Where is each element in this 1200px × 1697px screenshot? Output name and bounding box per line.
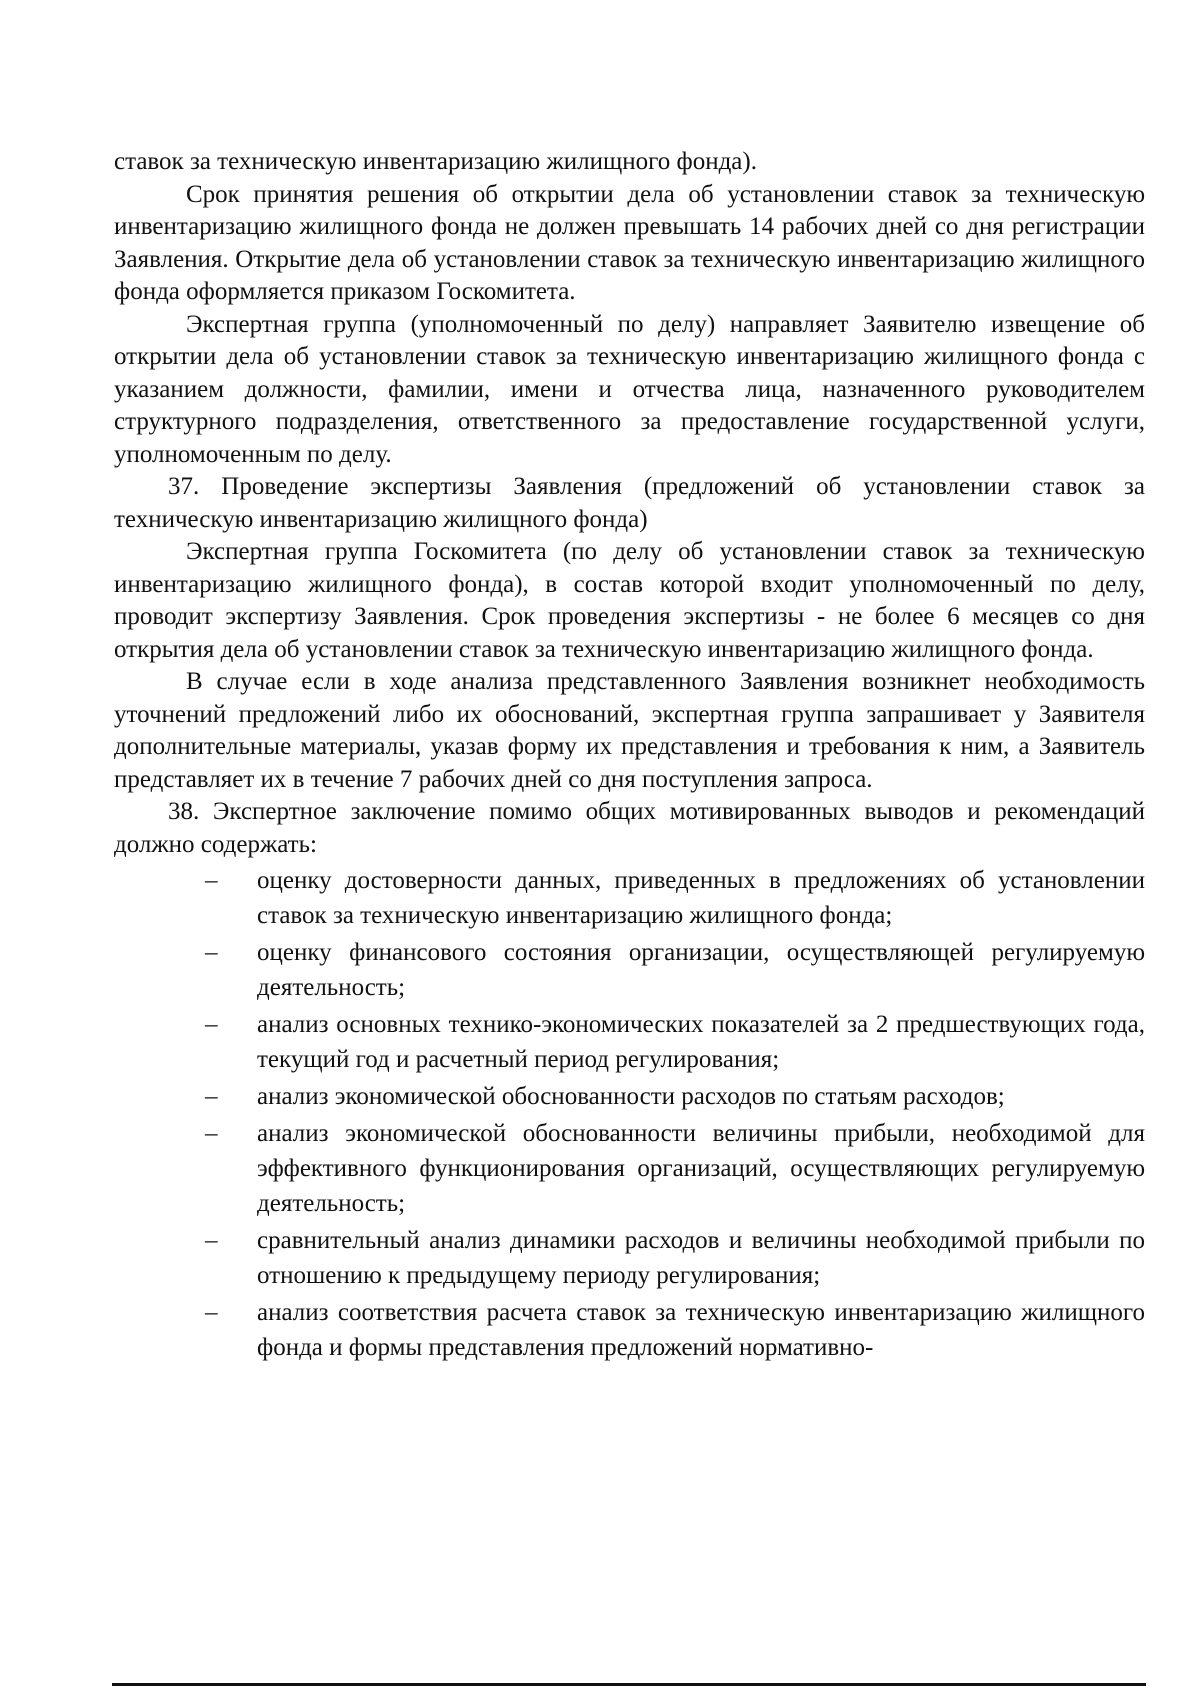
dash-bullet: – xyxy=(205,1083,218,1110)
list-item-text: анализ экономической обоснованности величины прибыли, необходимой для эффективного функционирования организаций, осуществляющих регулируемую деятельность; xyxy=(257,1120,1145,1217)
dash-bullet: – xyxy=(205,1120,218,1147)
list-item xyxy=(205,1079,1145,1114)
list-item-text: анализ основных технико-экономических показателей за 2 предшествующих года, текущий год и расчетный период регулирования; xyxy=(257,1011,1145,1073)
section-38-heading: 38. Экспертное заключение помимо общих мотивированных выводов и рекомендаций должно содержать: xyxy=(114,798,1145,858)
dash-bullet: – xyxy=(205,1299,218,1326)
paragraph-additional-materials: В случае если в ходе анализа представленного Заявления возникнет необходимость уточнений предложений либо их обоснований, экспертная группа запрашивает у Заявителя дополнительные материалы, указав форму их представления и требования к ним, а Заявитель представляет их в течение 7 рабочих дней со дня поступления запроса. xyxy=(114,668,1145,793)
footer-divider xyxy=(112,1683,1146,1686)
paragraph-expertise-term: Экспертная группа Госкомитета (по делу об установлении ставок за техническую инвентаризацию жилищного фонда), в состав которой входит уполномоченный по делу, проводит экспертизу Заявления. Срок проведения экспертизы - не более 6 месяцев со дня открытия дела об установлении ставок за техническую инвентаризацию жилищного фонда. xyxy=(114,538,1145,663)
list-item-text: оценку достоверности данных, приведенных в предложениях об установлении ставок за техническую инвентаризацию жилищного фонда; xyxy=(257,867,1145,929)
paragraph-expert-group-notice: Экспертная группа (уполномоченный по делу) направляет Заявителю извещение об открытии дела об установлении ставок за техническую инвентаризацию жилищного фонда с указанием должности, фамилии, имени и отчества лица, назначенного руководителем структурного подразделения, ответственного за предоставление государственной услуги, уполномоченным по делу. xyxy=(114,310,1145,468)
paragraph-continuation: ставок за техническую инвентаризацию жилищного фонда). xyxy=(114,148,757,175)
list-item-text: анализ соответствия расчета ставок за техническую инвентаризацию жилищного фонда и формы представления предложений нормативно- xyxy=(257,1299,1145,1361)
dash-bullet: – xyxy=(205,1011,218,1038)
list-item xyxy=(205,1223,1145,1293)
paragraph-decision-deadline: Срок принятия решения об открытии дела об установлении ставок за техническую инвентаризацию жилищного фонда не должен превышать 14 рабочих дней со дня регистрации Заявления. Открытие дела об установлении ставок за техническую инвентаризацию жилищного фонда оформляется приказом Госкомитета. xyxy=(114,180,1145,305)
expert-conclusion-list xyxy=(114,863,1145,1365)
list-item xyxy=(205,863,1145,933)
list-item xyxy=(205,1007,1145,1077)
dash-bullet: – xyxy=(205,939,218,966)
list-item xyxy=(205,935,1145,1005)
section-37-heading: 37. Проведение экспертизы Заявления (предложений об установлении ставок за техническую инвентаризацию жилищного фонда) xyxy=(114,473,1145,533)
list-item-text: оценку финансового состояния организации, осуществляющей регулируемую деятельность; xyxy=(257,939,1145,1001)
list-item xyxy=(205,1295,1145,1365)
dash-bullet: – xyxy=(205,867,218,894)
document-body xyxy=(114,146,1145,1365)
dash-bullet: – xyxy=(205,1227,218,1254)
list-item xyxy=(205,1116,1145,1221)
list-item-text: сравнительный анализ динамики расходов и величины необходимой прибыли по отношению к предыдущему периоду регулирования; xyxy=(257,1227,1145,1289)
list-item-text: анализ экономической обоснованности расходов по статьям расходов; xyxy=(257,1083,1005,1110)
